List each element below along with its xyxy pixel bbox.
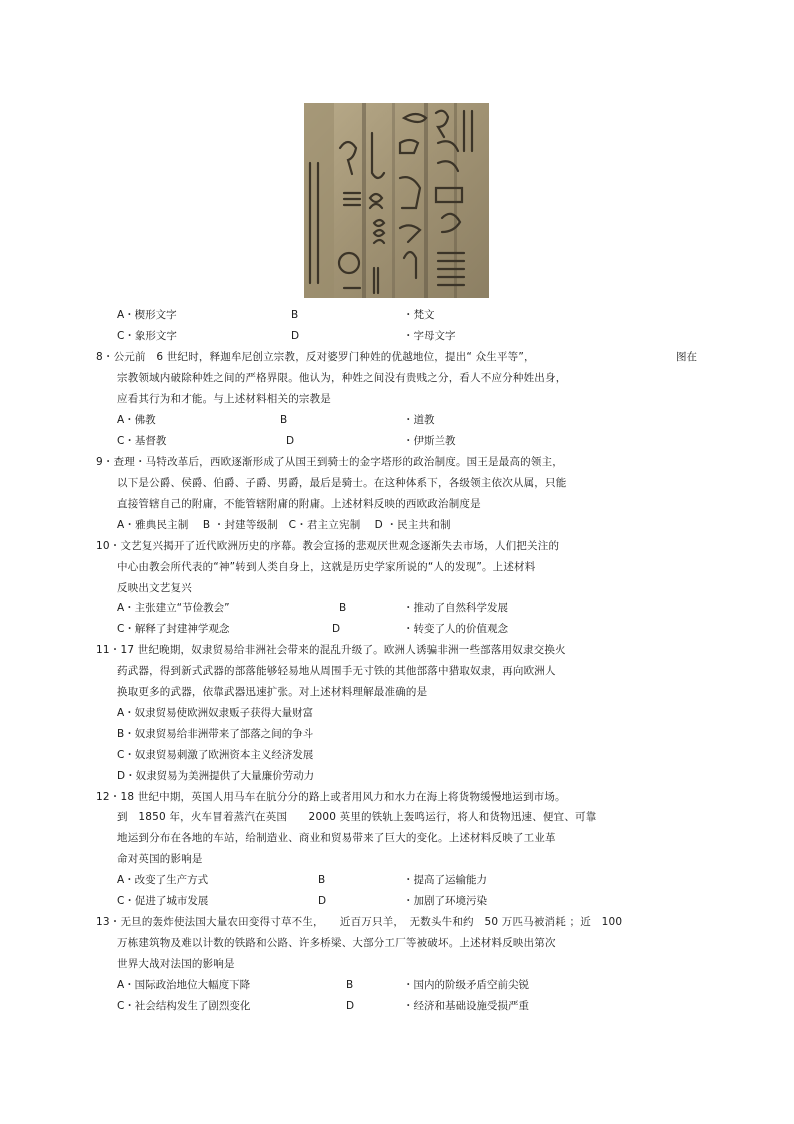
q13-option-d-letter: D [346, 1000, 355, 1012]
q13-option-c: C・社会结构发生了剧烈变化 [117, 1000, 251, 1012]
q8-option-d-text: ・伊斯兰教 [403, 435, 456, 447]
q9-stem-line3: 直接管辖自己的附庸，不能管辖附庸的附庸。上述材料反映的西欧政治制度是 [117, 498, 481, 510]
q7-option-d-letter: D [291, 330, 300, 342]
q12-option-a: A・改变了生产方式 [117, 874, 209, 886]
q11-option-d: D・奴隶贸易为美洲提供了大量廉价劳动力 [117, 770, 315, 782]
q11-option-a: A・奴隶贸易使欧洲奴隶贩子获得大量财富 [117, 707, 314, 719]
q10-option-d-text: ・转变了人的价值观念 [403, 623, 508, 635]
q10-stem-line1: 10・文艺复兴揭开了近代欧洲历史的序幕。教会宣扬的悲观厌世观念逐渐失去市场，人们把关注的 [96, 540, 560, 552]
q12-stem-line4: 命对英国的影响是 [117, 853, 203, 865]
q13-option-b-letter: B [346, 979, 354, 991]
q10-option-b-letter: B [339, 602, 347, 614]
q11-option-c: C・奴隶贸易刺激了欧洲资本主义经济发展 [117, 749, 314, 761]
q8-stem-line1-end: 图在 [676, 351, 697, 363]
q7-option-b-text: ・梵文 [403, 309, 435, 321]
q7-option-b-letter: B [291, 309, 299, 321]
q10-option-a: A・主张建立“节俭教会” [117, 602, 230, 614]
q12-option-d-letter: D [318, 895, 327, 907]
q8-option-b-letter: B [280, 414, 288, 426]
q9-stem-line1: 9・查理・马特改革后，西欧逐渐形成了从国王到骑士的金字塔形的政治制度。国王是最高的领主， [96, 456, 563, 468]
q11-stem-line2: 药武器，得到新式武器的部落能够轻易地从周围手无寸铁的其他部落中猎取奴隶，再向欧洲人 [117, 665, 556, 677]
q10-stem-line3: 反映出文艺复兴 [117, 582, 192, 594]
q8-option-d-letter: D [286, 435, 295, 447]
q8-stem-line3: 应看其行为和才能。与上述材料相关的宗教是 [117, 393, 331, 405]
q13-stem-line2: 万栋建筑物及难以计数的铁路和公路、许多桥梁、大部分工厂等被破坏。上述材料反映出第次 [117, 937, 556, 949]
q10-option-d-letter: D [332, 623, 341, 635]
q13-option-a: A・国际政治地位大幅度下降 [117, 979, 251, 991]
q10-option-b-text: ・推动了自然科学发展 [403, 602, 508, 614]
q8-option-c: C・基督教 [117, 435, 167, 447]
q11-stem-line3: 换取更多的武器，依靠武器迅速扩张。对上述材料理解最准确的是 [117, 686, 428, 698]
q12-option-c: C・促进了城市发展 [117, 895, 209, 907]
q12-option-b-letter: B [318, 874, 326, 886]
q13-option-b-text: ・国内的阶级矛盾空前尖锐 [403, 979, 529, 991]
q10-stem-line2: 中心由教会所代表的“神”转到人类自身上，这就是历史学家所说的“人的发现”。上述材料 [117, 561, 536, 573]
q8-option-a: A・佛教 [117, 414, 156, 426]
q7-option-d-text: ・字母文字 [403, 330, 456, 342]
q8-stem-line2: 宗教领域内破除种姓之间的严格界限。他认为，种姓之间没有贵贱之分，看人不应分种姓出身， [117, 372, 567, 384]
q12-option-b-text: ・提高了运输能力 [403, 874, 487, 886]
q11-stem-line1: 11・17 世纪晚期，奴隶贸易给非洲社会带来的混乱升级了。欧洲人诱骗非洲一些部落用奴隶交换火 [96, 644, 566, 656]
q7-option-c: C・象形文字 [117, 330, 177, 342]
q11-option-b: B・奴隶贸易给非洲带来了部落之间的争斗 [117, 728, 314, 740]
q12-option-d-text: ・加剧了环境污染 [403, 895, 487, 907]
q9-options: A・雅典民主制 B ・封建等级制 C・君主立宪制 D ・民主共和制 [117, 519, 451, 531]
q7-option-a: A・楔形文字 [117, 309, 177, 321]
q12-stem-line3: 地运到分布在各地的车站，给制造业、商业和贸易带来了巨大的变化。上述材料反映了工业革 [117, 832, 556, 844]
q13-option-d-text: ・经济和基础设施受损严重 [403, 1000, 529, 1012]
q8-option-b-text: ・道教 [403, 414, 435, 426]
q13-stem-line3: 世界大战对法国的影响是 [117, 958, 235, 970]
q8-stem-line1: 8・公元前 6 世纪时，释迦牟尼创立宗教，反对婆罗门种姓的优越地位，提出“ 众生平等”， [96, 351, 535, 363]
q13-stem-line1: 13・无旦的轰炸使法国大量农田变得寸草不生， 近百万只羊， 无数头牛和约 50 万匹马被消耗 ；近 100 [96, 916, 623, 928]
q12-stem-line2: 到 1850 年，火车冒着蒸汽在英国 2000 英里的铁轨上轰鸣运行，将人和货物迅速、便宜、可靠 [117, 811, 597, 823]
q9-stem-line2: 以下是公爵、侯爵、伯爵、子爵、男爵，最后是骑士。在这种体系下，各级领主依次从属，只能 [117, 477, 567, 489]
q10-option-c: C・解释了封建神学观念 [117, 623, 230, 635]
hieroglyph-image [304, 103, 489, 298]
q12-stem-line1: 12・18 世纪中期，英国人用马车在肮分分的路上或者用风力和水力在海上将货物缓慢地运到市场。 [96, 791, 566, 803]
